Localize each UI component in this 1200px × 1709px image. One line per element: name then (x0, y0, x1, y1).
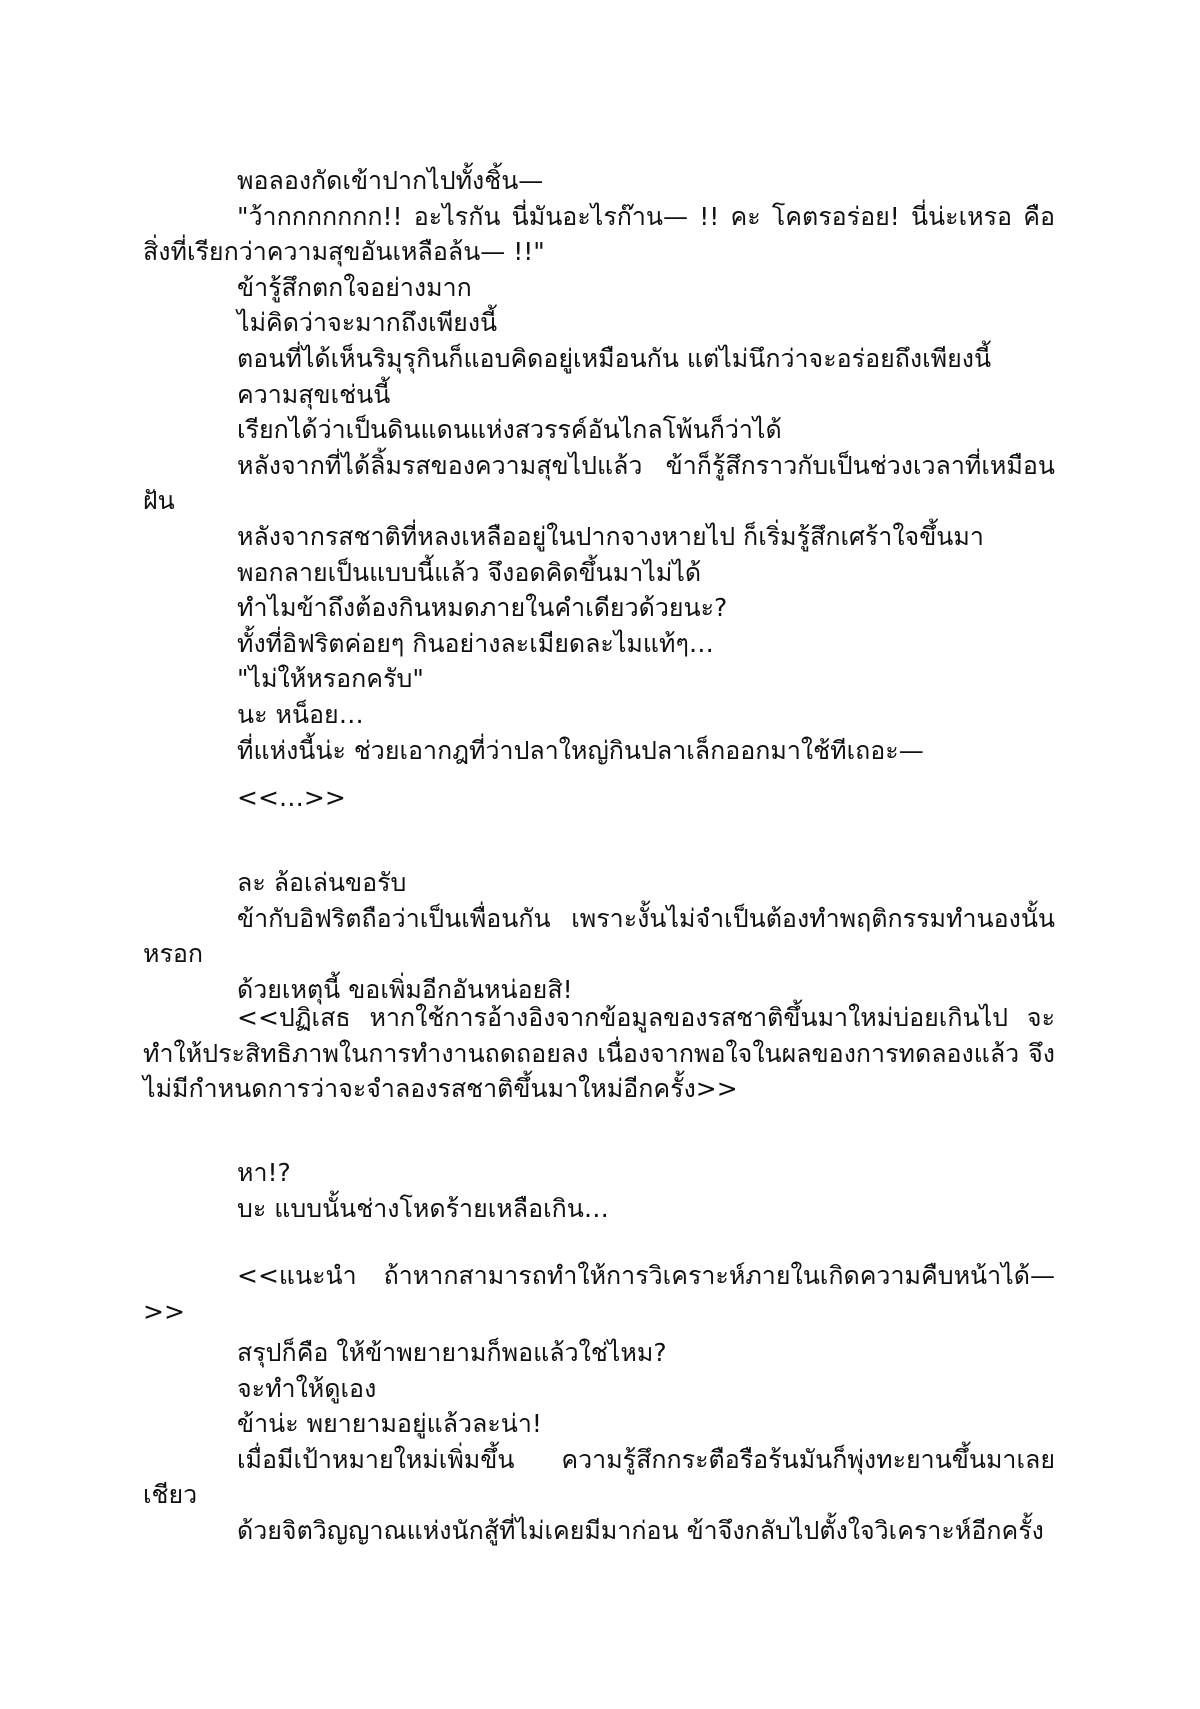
paragraph: ที่แห่งนี้น่ะ ช่วยเอากฎที่ว่าปลาใหญ่กินปลาเล็กออกมาใช้ทีเถอะ— (237, 735, 924, 765)
paragraph: หลังจากที่ได้ลิ้มรสของความสุขไปแล้ว ข้าก็รู้สึกราวกับเป็นช่วงเวลาที่เหมือนฝัน (143, 450, 1055, 516)
system-message: <<แนะนำ ถ้าหากสามารถทำให้การวิเคราะห์ภายในเกิดความคืบหน้าได้—>> (143, 1261, 1055, 1326)
paragraph: ข้ารู้สึกตกใจอย่างมาก (237, 272, 472, 302)
paragraph: ตอนที่ได้เห็นริมุรุกินก็แอบคิดอยู่เหมือนกัน แต่ไม่นึกว่าจะอร่อยถึงเพียงนี้ (237, 343, 992, 373)
paragraph: ทำไมข้าถึงต้องกินหมดภายในคำเดียวด้วยนะ? (237, 593, 728, 623)
paragraph: จะทำให้ดูเอง (237, 1373, 377, 1403)
paragraph: หา!? (237, 1158, 291, 1187)
paragraph: ข้ากับอิฟริตถือว่าเป็นเพื่อนกัน เพราะงั้นไม่จำเป็นต้องทำพฤติกรรมทำนองนั้นหรอก (143, 903, 1055, 969)
paragraph: พอกลายเป็นแบบนี้แล้ว จึงอดคิดขึ้นมาไม่ได้ (237, 557, 702, 587)
paragraph: "ว้ากกกกกกก!! อะไรกัน นี่มันอะไรก๊าน— !! คะ โคตรอร่อย! นี่น่ะเหรอ คือสิ่งที่เรียกว่าความสุขอันเหลือล้น— !!" (143, 201, 1055, 267)
paragraph: ทั้งที่อิฟริตค่อยๆ กินอย่างละเมียดละไมแท้ๆ… (237, 628, 714, 658)
section-4 (143, 1000, 1055, 1107)
paragraph: นะ หน็อย… (237, 699, 364, 729)
paragraph: ด้วยเหตุนี้ ขอเพิ่มอีกอันหน่อยสิ! (237, 974, 573, 1004)
section-2 (143, 780, 1055, 816)
section-6 (143, 1258, 1055, 1329)
paragraph: ความสุขเช่นนี้ (237, 379, 391, 409)
section-7 (143, 1335, 1055, 1549)
paragraph: หลังจากรสชาติที่หลงเหลืออยู่ในปากจางหายไป ก็เริ่มรู้สึกเศร้าใจขึ้นมา (237, 521, 984, 551)
paragraph: ข้าน่ะ พยายามอยู่แล้วละน่า! (237, 1409, 542, 1439)
paragraph: พอลองกัดเข้าปากไปทั้งชิ้น— (237, 166, 544, 195)
section-5 (143, 1155, 1055, 1226)
document-page (143, 0, 1055, 1709)
paragraph: เรียกได้ว่าเป็นดินแดนแห่งสวรรค์อันไกลโพ้นก็ว่าได้ (237, 415, 782, 445)
paragraph: เมื่อมีเป้าหมายใหม่เพิ่มขึ้น ความรู้สึกกระตือรือร้นมันก็พุ่งทะยานขึ้นมาเลยเชียว (143, 1444, 1055, 1510)
paragraph: ไม่คิดว่าจะมากถึงเพียงนี้ (237, 308, 498, 338)
paragraph: "ไม่ให้หรอกครับ" (237, 664, 424, 694)
system-message: <<…>> (237, 783, 346, 812)
section-3 (143, 865, 1055, 1007)
paragraph: ด้วยจิตวิญญาณแห่งนักสู้ที่ไม่เคยมีมาก่อน ข้าจึงกลับไปตั้งใจวิเคราะห์อีกครั้ง (237, 1515, 1044, 1545)
paragraph: บะ แบบนั้นช่างโหดร้ายเหลือเกิน… (237, 1193, 609, 1223)
paragraph: ละ ล้อเล่นขอรับ (237, 868, 407, 897)
section-1 (143, 163, 1055, 768)
paragraph: สรุปก็คือ ให้ข้าพยายามก็พอแล้วใช่ไหม? (237, 1338, 667, 1367)
system-message: <<ปฏิเสธ หากใช้การอ้างอิงจากข้อมูลของรสชาติขึ้นมาใหม่บ่อยเกินไป จะทำให้ประสิทธิภาพในการทำงานถดถอยลง เนื่องจากพอใจในผลของการทดลองแล้ว จึงไม่มีกำหนดการว่าจะจำลองรสชาติขึ้นมาใหม่อีกครั้ง>> (143, 1003, 1055, 1104)
